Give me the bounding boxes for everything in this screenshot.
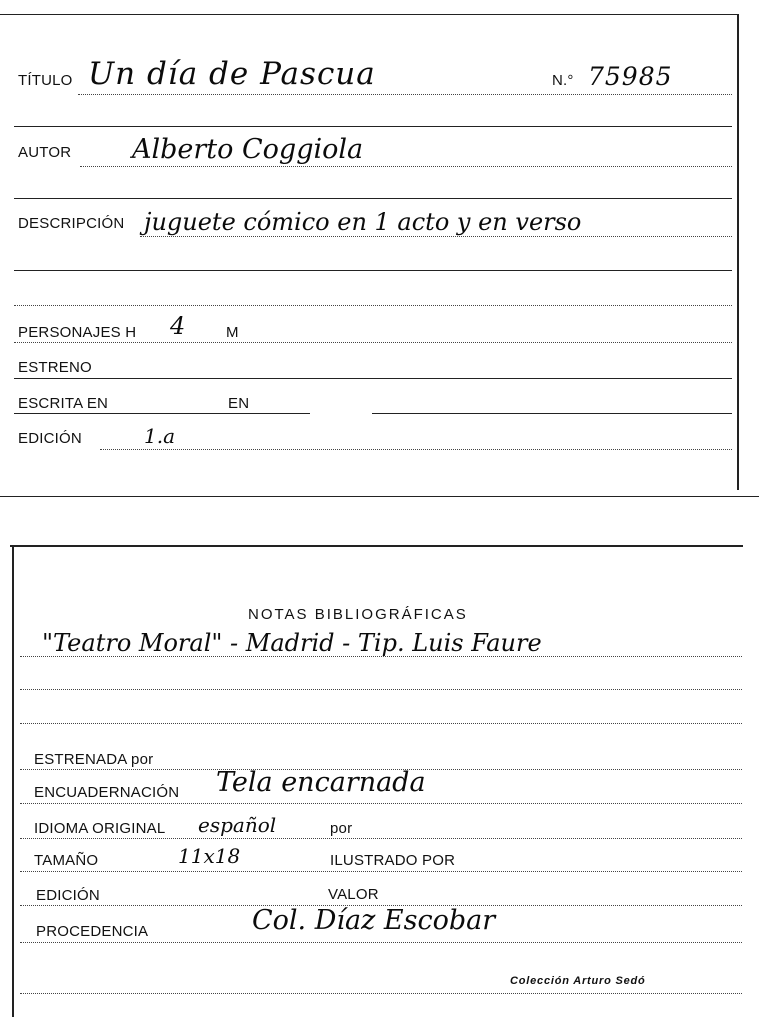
edicion-value: 1.a <box>144 424 176 448</box>
encuadernacion-value: Tela encarnada <box>216 767 426 798</box>
procedencia-rule <box>20 942 742 943</box>
personajes-h-value: 4 <box>170 312 186 340</box>
notes-rule-2 <box>20 689 742 690</box>
collection-footer: Colección Arturo Sedó <box>510 975 646 987</box>
estreno-rule <box>14 378 732 379</box>
personajes-m-label: M <box>226 324 239 341</box>
numero-label: N.° <box>552 72 574 89</box>
notas-bibliograficas-heading: NOTAS BIBLIOGRÁFICAS <box>248 606 468 623</box>
idioma-rule <box>20 838 742 839</box>
descripcion-value: juguete cómico en 1 acto y en verso <box>144 208 582 236</box>
encuadernacion-label: ENCUADERNACIÓN <box>34 784 180 801</box>
notes-rule-3 <box>20 723 742 724</box>
titulo-label: TÍTULO <box>18 72 73 89</box>
card-top-edge <box>0 14 739 15</box>
en-label: EN <box>228 395 250 412</box>
autor-label: AUTOR <box>18 144 72 161</box>
titulo-rule <box>78 94 732 95</box>
notes-line-1: "Teatro Moral" - Madrid - Tip. Luis Faure <box>42 629 542 657</box>
estrenada-por-label: ESTRENADA por <box>34 751 154 768</box>
row-divider-3 <box>14 270 732 271</box>
idioma-original-value: español <box>198 813 277 837</box>
card-right-edge <box>737 14 739 490</box>
estreno-label: ESTRENO <box>18 359 92 376</box>
blank-rule <box>14 305 732 306</box>
row-divider-2 <box>14 198 732 199</box>
autor-value: Alberto Coggiola <box>132 134 364 165</box>
titulo-value: Un día de Pascua <box>88 56 376 92</box>
descripcion-rule <box>140 236 732 237</box>
autor-rule <box>80 166 732 167</box>
front-catalog-card <box>0 0 759 497</box>
descripcion-label: DESCRIPCIÓN <box>18 215 125 232</box>
personajes-rule <box>14 342 732 343</box>
notes-rule-1 <box>20 656 742 657</box>
escrita-rule-right <box>372 413 732 414</box>
edicion-rule <box>100 449 732 450</box>
por-label: por <box>330 820 353 837</box>
valor-label: VALOR <box>328 886 379 903</box>
card-back-top-edge <box>10 545 743 547</box>
procedencia-label: PROCEDENCIA <box>36 923 149 940</box>
procedencia-value: Col. Díaz Escobar <box>252 905 496 936</box>
idioma-original-label: IDIOMA ORIGINAL <box>34 820 166 837</box>
escrita-en-label: ESCRITA EN <box>18 395 109 412</box>
card-back-left-edge <box>12 547 14 1017</box>
personajes-h-label: PERSONAJES H <box>18 324 137 341</box>
row-divider-1 <box>14 126 732 127</box>
edicion-back-label: EDICIÓN <box>36 887 100 904</box>
numero-value: 75985 <box>588 62 673 91</box>
tamano-rule <box>20 871 742 872</box>
escrita-rule-left <box>14 413 310 414</box>
back-catalog-card <box>0 545 759 1028</box>
tamano-label: TAMAÑO <box>34 852 99 869</box>
tamano-value: 11x18 <box>178 844 241 868</box>
encuadernacion-rule <box>20 803 742 804</box>
footer-rule <box>20 993 742 994</box>
edicion-label: EDICIÓN <box>18 430 82 447</box>
ilustrado-por-label: ILUSTRADO POR <box>330 852 456 869</box>
